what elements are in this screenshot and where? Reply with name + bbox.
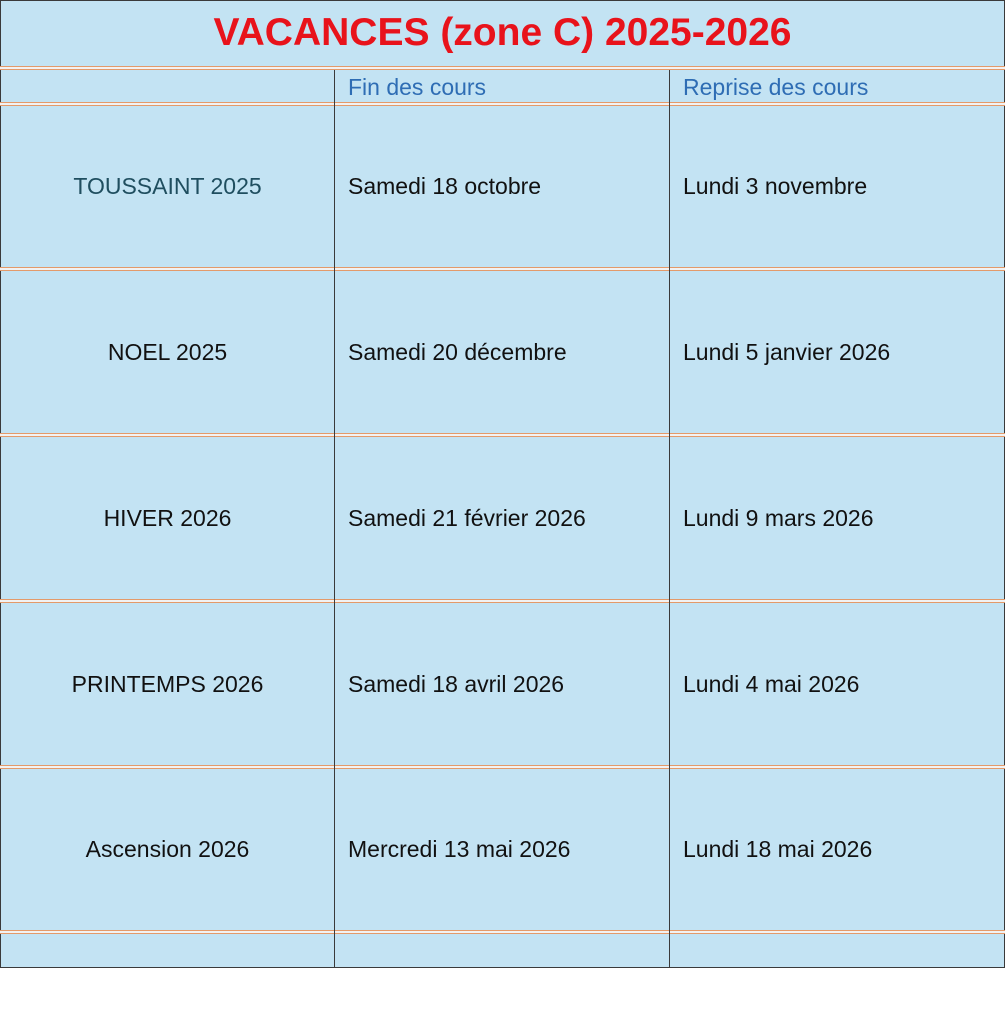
row-separator	[0, 930, 1005, 934]
row-ascension-name: Ascension 2026	[85, 836, 250, 862]
table-title: VACANCES (zone C) 2025-2026	[213, 11, 792, 54]
row-hiver-reprise: Lundi 9 mars 2026	[683, 504, 874, 531]
column-divider	[334, 70, 335, 968]
row-hiver-fin: Samedi 21 février 2026	[348, 504, 586, 531]
header-label	[1, 72, 334, 103]
row-ascension-reprise: Lundi 18 mai 2026	[683, 836, 873, 862]
header-fin-des-cours: Fin des cours	[348, 74, 487, 100]
row-noel-name: NOEL 2025	[107, 338, 228, 365]
row-noel-reprise: Lundi 5 janvier 2026	[683, 338, 891, 365]
row-printemps-name: PRINTEMPS 2026	[71, 670, 264, 697]
row-separator	[0, 66, 1005, 70]
row-toussaint-name: TOUSSAINT 2025	[73, 173, 262, 199]
row-toussaint-fin: Samedi 18 octobre	[348, 173, 542, 199]
row-noel-fin: Samedi 20 décembre	[348, 338, 567, 365]
row-toussaint-reprise: Lundi 3 novembre	[683, 173, 868, 199]
row-ascension-fin: Mercredi 13 mai 2026	[348, 836, 571, 862]
column-divider	[669, 70, 670, 968]
row-printemps-reprise: Lundi 4 mai 2026	[683, 670, 860, 697]
header-reprise-des-cours: Reprise des cours	[683, 74, 869, 100]
table-border-bottom	[0, 967, 1005, 968]
row-printemps-fin: Samedi 18 avril 2026	[348, 670, 565, 697]
row-hiver-name: HIVER 2026	[103, 504, 232, 531]
